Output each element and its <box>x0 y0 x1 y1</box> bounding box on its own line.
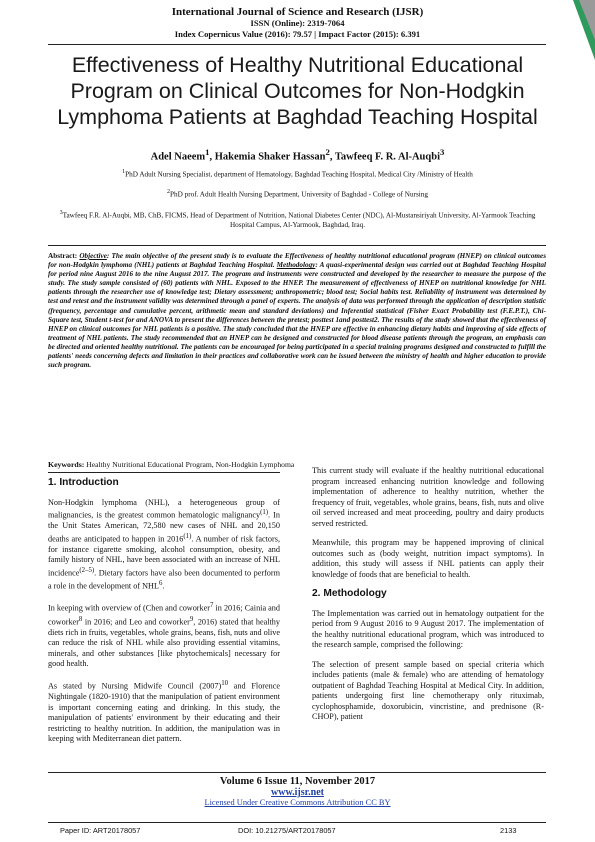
affiliation-1: $^1$PhD Adult Nursing Specialist, department of Hematology, Baghdad Teaching Hospital, Medical City /Ministry of Health <box>122 169 473 179</box>
intro-paragraph-3: As stated by Nursing Midwife Council $(2007)^{10}$ and Florence Nightingale (1820-1910) that the manipulation of patient environment is important concerning eating and drinking. In this study, the manipulation of patients' environment by their educating and their restricting to healthy nutrition. In addition, the manipulation was in keeping with Mediterranean diet pattern. <box>48 679 281 744</box>
paper-id: Paper ID: ART20178057 <box>60 826 141 835</box>
journal-index: Index Copernicus Value (2016): 79.57 | Impact Factor (2015): 6.391 <box>174 29 421 39</box>
right-column <box>312 466 544 732</box>
intro-paragraph-1: Non-Hodgkin lymphoma (NHL), a heterogeneous group of malignancies, is the greatest common hematologic malignancy$^{(1)}$. In the Unit States American, 72,580 new cases of NHL and 20,150 deaths are anticipated to happen in 2016$^{(1)}$. A number of risk factors, for instance cigarette smoking, alcohol consumption, obesity, and family history of NHL, have been associated with an increase of NHL incidence$^{(2-5)}$. Dietary factors have also been documented to perform a role in the development of NHL$^6$. <box>48 497 280 591</box>
journal-name: International Journal of Science and Research (IJSR) <box>171 6 424 18</box>
journal-issn: ISSN (Online): 2319-7064 <box>250 18 345 28</box>
abstract-label: Abstract: <box>48 252 78 260</box>
methodology-label: Methodology <box>276 261 316 270</box>
volume-issue: Volume 6 Issue 11, November 2017 <box>219 776 376 787</box>
footer-bottom-rule <box>48 822 546 823</box>
page-number: 2133 <box>500 826 517 835</box>
section-heading-introduction: 1. Introduction <box>48 477 119 488</box>
intro-paragraph-2: In keeping with overview of (Chen and coworker$^7$ in 2016; Cainia and coworker$^8$ in 2016; and Leo and coworker$^9$, 2016) stated that healthy diets rich in fruits, vegetables, whole grains, beans, fish, nuts and olive can reduce the risk of NHL while also providing essential vitamins, minerals, and other substances [like phytochemicals] necessary for good health. <box>48 602 280 669</box>
paper-title: Effectiveness of Healthy Nutritional Educational Program on Clinical Outcomes for Non-Hodgkin Lymphoma Patients at Baghdad Teaching Hospital <box>57 53 538 129</box>
intro-paragraph-5: Meanwhile, this program may be happened improving of clinical outcomes such as (body weight, nutrition impact symptoms). In addition, this study will assess if NHL patients can apply their knowledge of foods that are beneficial to health. <box>312 538 544 579</box>
page-footer <box>0 776 595 807</box>
left-column <box>48 478 280 754</box>
journal-url-link[interactable]: www.ijsr.net <box>271 787 324 798</box>
section-heading-methodology: 2. Methodology <box>312 588 387 599</box>
methodology-text: : A quasi-experimental design was carried out at Baghdad Teaching Hospital for period nine August 2016 to the nine August 2017. The program and instruments were constructed and developed by the researcher to measure the purpose of the study. The study sample consisted of (60) patients with NHL. Exposed to the HNEP. The measurement of effectiveness of HNEP on nutritional knowledge for NHL patients through the researcher use of knowledge test; Dietary assessment; anthropometric; blood test; Social habits test. Reliability of instrument was determined by test and retest and the instrument validity was determined through a panel of experts. The analysis of data was performed through the application of description statistic (frequency, percentage and cumulative percent, arithmetic mean and standard deviations) and Inferential statistical (Fisher Exact Probability test (F.E.P.T.), Chi-Square test, Student t-test for and ANOVA to present the differences between the pretest; posttest 1and posttest2. The results of the study showed that the effectiveness of HNEP on clinical outcomes for NHL patients is a positive. The study concluded that the HNEP are effective in enhancing dietary habits and improving of side effects of treatment of NHL patients. The study recommended that an HNEP can be designed and constructed for blood disease patients through the program, an emphasis can be directed and oriented healthy nutritional. The patients can be encouraged for being participated in a special training programs designed and constructed to fulfill the patients' needs concerning defects and limitation in their practices and collaborative work can be issued between the ministry of health and higher education to provide such program. <box>48 261 547 370</box>
license-link[interactable]: Licensed Under Creative Commons Attribution CC BY <box>204 798 391 807</box>
objective-text: : The main objective of the present study is to evaluate the Effectiveness of healthy nutritional educational program (HNEP) on clinical outcomes for non-Hodgkin lymphoma (NHL) patients at Baghdad Teaching Hospital. <box>48 252 547 270</box>
affiliation-3: $^3$Tawfeeq F.R. Al-Auqbi, MB, ChB, FICMS, Head of Department of Nutrition, National Diabetes Center (NDC), Al-Mustansiriyah University, Al-Yarmook Teaching Hospital Campus, Al-Yarmook, Baghdad, Iraq. <box>59 210 536 230</box>
author-name: Adel Naeem <box>150 151 206 163</box>
affiliation-2: $^2$PhD prof. Adult Health Nursing Department, University of Baghdad - College of Nursing <box>167 189 428 199</box>
abstract <box>48 252 546 370</box>
abstract-top-rule <box>48 245 546 246</box>
method-paragraph-2: The selection of present sample based on special criteria which includes patients (male & female) who are attending of hematology outpatient of Baghdad Teaching Hospital at Medical City. In addition, patients undergoing first line chemotherapy only rituximab, cyclophosphamide, doxorubicin, vincristine, and prednisone (R-CHOP), patient <box>312 659 544 721</box>
intro-paragraph-4: This current study will evaluate if the healthy nutritional educational program increased enhancing nutrition knowledge and following implementation of adherence to healthy nutrition, whether the frequency of fruit, vegetables, whole grains, beans, fish, nuts and olive oil served increased and meat proceeding, poultry and dairy products served restricted. <box>312 466 544 528</box>
author-name: Tawfeeq F. R. Al-Auqbi <box>334 151 440 163</box>
footer-rule <box>48 772 546 773</box>
author-list: Adel Naeem$^1$, Hakemia Shaker Hassan$^2$, Tawfeeq F. R. Al-Auqbi$^3$ <box>150 147 445 163</box>
method-paragraph-1: The Implementation was carried out in hematology outpatient for the period from 9 August 2016 to 9 August 2017. The implementation of the healthy nutritional educational program, which was introduced to the research sample, comprised the following: <box>312 608 544 649</box>
header-rule <box>48 44 546 45</box>
doi-text: DOI: 10.21275/ART20178057 <box>238 826 336 835</box>
keywords-label: Keywords: <box>48 460 85 469</box>
keywords-rule <box>48 472 280 473</box>
author-name: Hakemia Shaker Hassan <box>214 151 326 163</box>
journal-header <box>0 7 595 40</box>
keywords-text: Healthy Nutritional Educational Program, Non-Hodgkin Lymphoma <box>86 460 295 469</box>
objective-label: Objective <box>79 252 107 260</box>
